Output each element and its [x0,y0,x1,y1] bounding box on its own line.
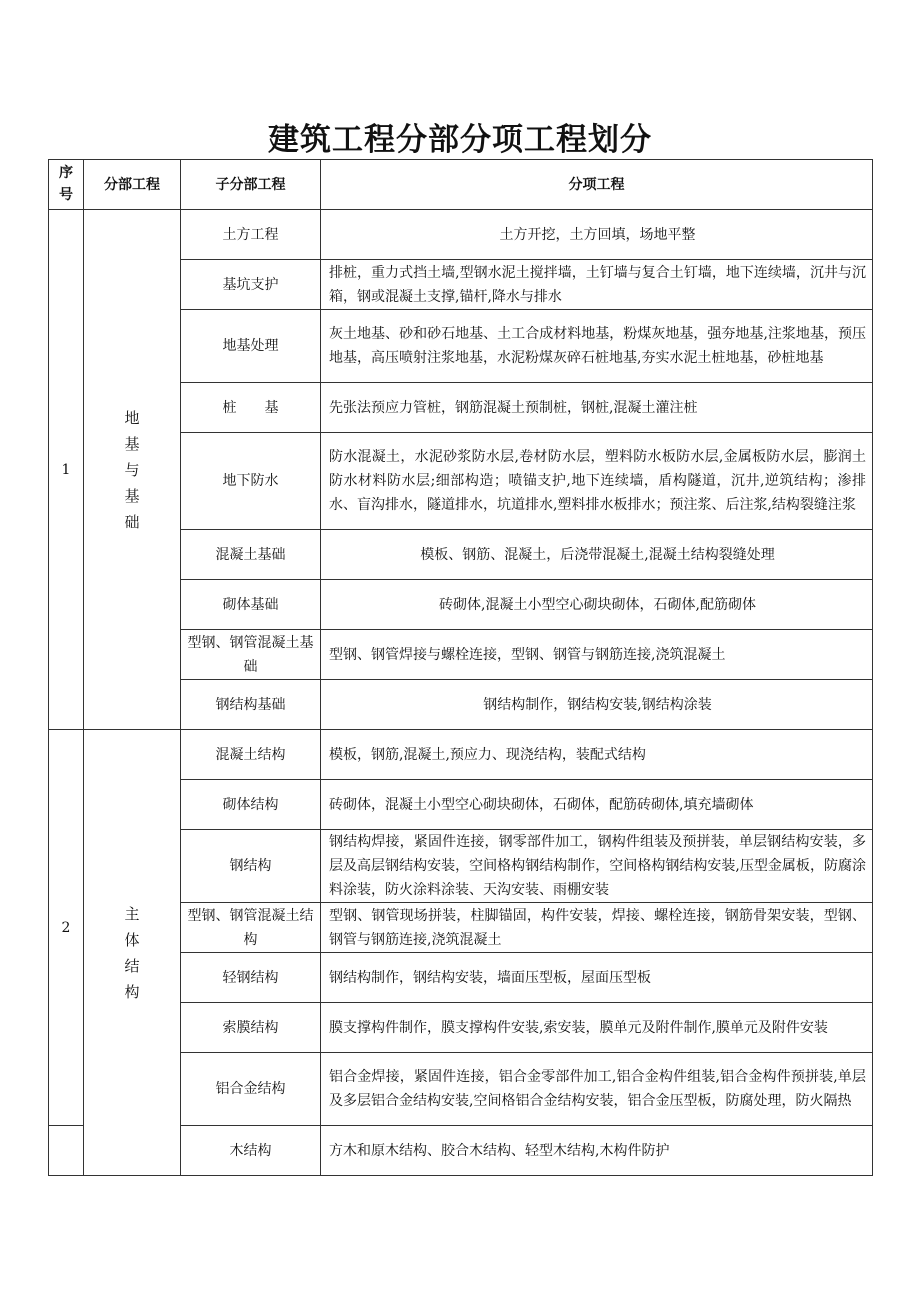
table-row [49,730,873,780]
subdivision-cell: 钢结构基础 [181,680,321,730]
subdivision-cell: 轻钢结构 [181,953,321,1003]
subdivision-cell: 基坑支护 [181,260,321,310]
items-cell: 排桩，重力式挡土墙,型钢水泥土搅拌墙，土钉墙与复合土钉墙，地下连续墙，沉井与沉箱，钢或混凝土支撑,锚杆,降水与排水 [321,260,873,310]
subdivision-cell: 型钢、钢管混凝土基础 [181,630,321,680]
items-cell: 灰土地基、砂和砂石地基、土工合成材料地基，粉煤灰地基，强夯地基,注浆地基，预压地基，高压喷射注浆地基，水泥粉煤灰碎石桩地基,夯实水泥土桩地基，砂桩地基 [321,310,873,383]
division-table [48,159,873,1176]
items-cell: 型钢、钢管现场拼装，柱脚锚固，构件安装，焊接、螺栓连接，钢筋骨架安装，型钢、钢管与钢筋连接,浇筑混凝土 [321,903,873,953]
items-cell: 铝合金焊接，紧固件连接，铝合金零部件加工,铝合金构件组装,铝合金构件预拼装,单层及多层铝合金结构安装,空间格铝合金结构安装，铝合金压型板，防腐处理，防火隔热 [321,1053,873,1126]
table-header-row [49,160,873,210]
items-cell: 钢结构制作，钢结构安装，墙面压型板，屋面压型板 [321,953,873,1003]
subdivision-cell: 砌体基础 [181,580,321,630]
page-title: 建筑工程分部分项工程划分 [268,122,652,158]
items-cell: 模板，钢筋,混凝土,预应力、现浇结构，装配式结构 [321,730,873,780]
table-row [49,210,873,260]
items-cell: 土方开挖，土方回填，场地平整 [321,210,873,260]
items-cell: 方木和原木结构、胶合木结构、轻型木结构,木构件防护 [321,1126,873,1176]
header-num: 序号 [49,160,84,210]
group-number: 2 [49,730,84,1126]
header-subdivision: 子分部工程 [181,160,321,210]
items-cell: 砖砌体，混凝土小型空心砌块砌体，石砌体，配筋砖砌体,填充墙砌体 [321,780,873,830]
group-number: 1 [49,210,84,730]
items-cell: 防水混凝土，水泥砂浆防水层,卷材防水层，塑料防水板防水层,金属板防水层，膨润土防水材料防水层;细部构造；喷锚支护,地下连续墙，盾构隧道，沉井,逆筑结构；渗排水、盲沟排水，隧道排水，坑道排水,塑料排水板排水；预注浆、后注浆,结构裂缝注浆 [321,433,873,530]
subdivision-cell: 混凝土基础 [181,530,321,580]
subdivision-cell: 土方工程 [181,210,321,260]
subdivision-cell: 钢结构 [181,830,321,903]
subdivision-cell: 型钢、钢管混凝土结构 [181,903,321,953]
items-cell: 型钢、钢管焊接与螺栓连接，型钢、钢管与钢筋连接,浇筑混凝土 [321,630,873,680]
subdivision-cell: 砌体结构 [181,780,321,830]
group-number-empty [49,1126,84,1176]
subdivision-cell: 地下防水 [181,433,321,530]
header-division: 分部工程 [84,160,181,210]
subdivision-cell: 木结构 [181,1126,321,1176]
subdivision-cell: 索膜结构 [181,1003,321,1053]
subdivision-cell: 地基处理 [181,310,321,383]
items-cell: 钢结构制作，钢结构安装,钢结构涂装 [321,680,873,730]
division-cell: 主体结构 [84,730,181,1176]
items-cell: 先张法预应力管桩，钢筋混凝土预制桩，钢桩,混凝土灌注桩 [321,383,873,433]
subdivision-cell: 铝合金结构 [181,1053,321,1126]
items-cell: 模板、钢筋、混凝土，后浇带混凝土,混凝土结构裂缝处理 [321,530,873,580]
items-cell: 钢结构焊接，紧固件连接，钢零部件加工，钢构件组装及预拼装，单层钢结构安装，多层及高层钢结构安装，空间格构钢结构制作，空间格构钢结构安装,压型金属板，防腐涂料涂装，防火涂料涂装、天沟安装、雨棚安装 [321,830,873,903]
items-cell: 砖砌体,混凝土小型空心砌块砌体，石砌体,配筋砌体 [321,580,873,630]
header-items: 分项工程 [321,160,873,210]
items-cell: 膜支撑构件制作，膜支撑构件安装,索安装，膜单元及附件制作,膜单元及附件安装 [321,1003,873,1053]
division-cell: 地基与基础 [84,210,181,730]
subdivision-cell: 混凝土结构 [181,730,321,780]
subdivision-cell: 桩 基 [181,383,321,433]
